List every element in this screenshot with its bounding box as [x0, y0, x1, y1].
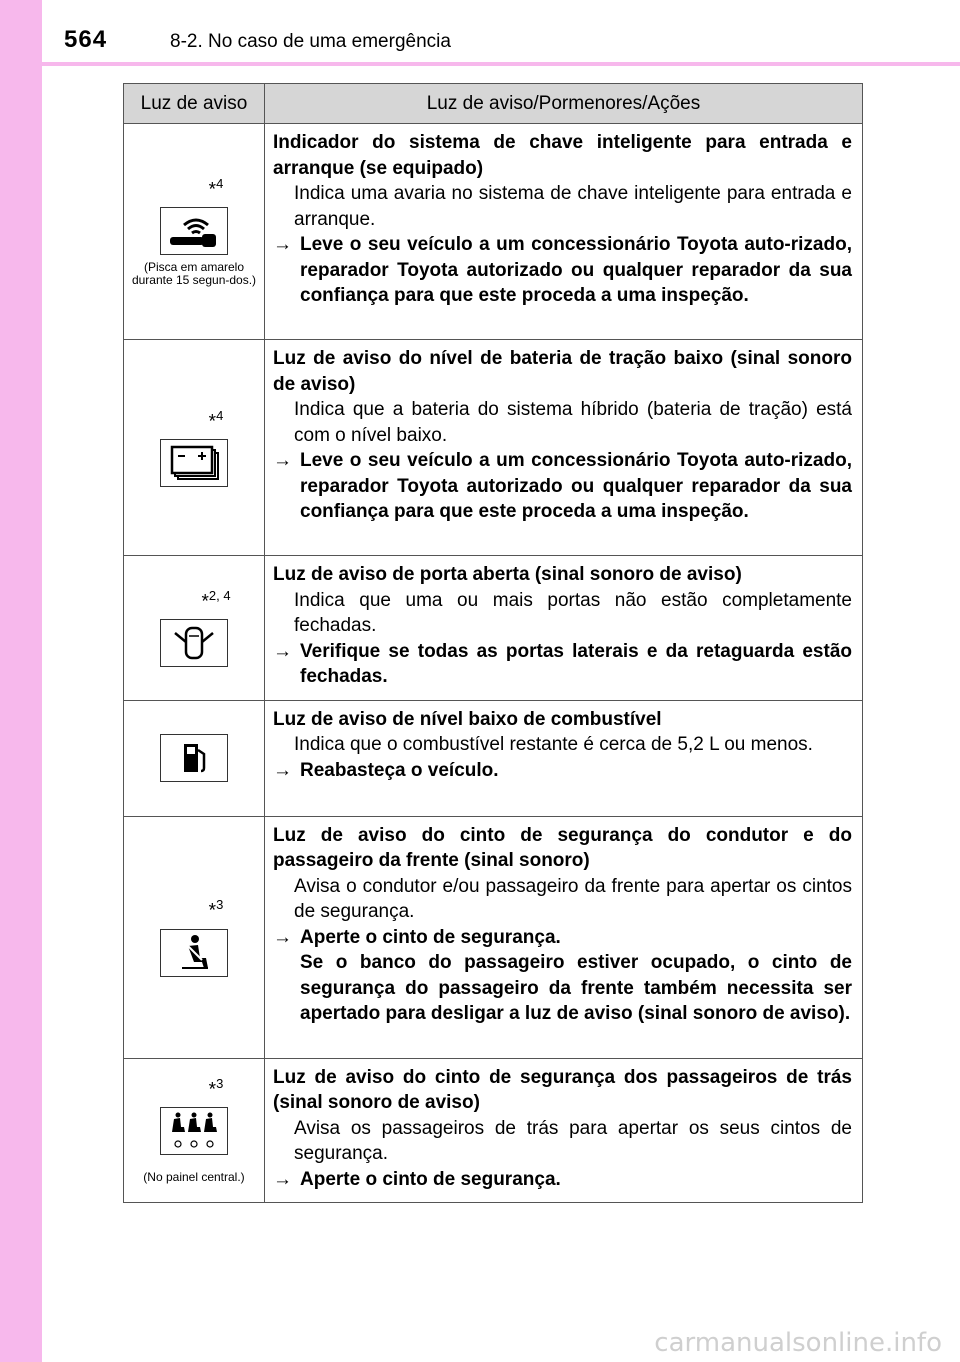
footnote-marker: *$^3$ [208, 1076, 224, 1101]
icon-cell [124, 556, 265, 701]
table-row [124, 816, 863, 1058]
section-title: 8-2. No caso de uma emergência [170, 31, 451, 52]
watermark: carmanualsonline.info [654, 1328, 942, 1358]
warning-description: Indica que o combustível restante é cerca de 5,2 L ou menos. [294, 734, 813, 755]
footnote-marker: *$^3$ [208, 897, 224, 922]
details-cell [265, 700, 863, 816]
table-row [124, 556, 863, 701]
warning-description: Avisa o condutor e/ou passageiro da frente para apertar os cintos de segurança. [294, 875, 852, 922]
icon-note: (No painel central.) [143, 1170, 245, 1185]
footnote-marker: *$^4$ [208, 407, 224, 433]
warning-title: Luz de aviso do cinto de segurança dos passageiros de trás (sinal sonoro de aviso) [273, 1066, 852, 1113]
details-cell [265, 556, 863, 701]
warning-action: → Aperte o cinto de segurança. [273, 1167, 852, 1193]
details-cell [265, 1058, 863, 1203]
table-row [124, 700, 863, 816]
warning-action: → Verifique se todas as portas laterais e da retaguarda estão fechadas. [273, 640, 852, 687]
table-row [124, 1058, 863, 1203]
icon-cell [124, 124, 265, 340]
warning-action: → Leve o seu veículo a um concessionário Toyota auto-rizado, reparador Toyota autorizado ou qualquer reparador da sua confiança para que este proceda a uma inspeção. [273, 234, 852, 306]
arrow-right-icon: → [273, 234, 292, 255]
warning-action: → Leve o seu veículo a um concessionário Toyota auto-rizado, reparador Toyota autorizado ou qualquer reparador da sua confiança para que este proceda a uma inspeção. [273, 450, 852, 522]
footnote-marker: *$^4$ [208, 175, 224, 201]
icon-note: (Pisca em amarelo durante 15 segun-dos.) [131, 260, 257, 288]
warning-title: Luz de aviso de nível baixo de combustível [273, 708, 662, 730]
warning-description: Avisa os passageiros de trás para apertar os seus cintos de segurança. [294, 1117, 852, 1164]
icon-cell [124, 340, 265, 556]
open-door-icon [160, 619, 228, 667]
details-cell [265, 124, 863, 340]
icon-cell [124, 700, 265, 816]
table-row [124, 124, 863, 340]
arrow-right-icon: → [273, 450, 292, 471]
fuel-pump-icon [160, 734, 228, 782]
warning-action: → Aperte o cinto de segurança. [273, 925, 852, 951]
col-header-warning-light: Luz de aviso [124, 84, 265, 124]
traction-battery-icon [160, 439, 228, 487]
warning-description: Indica que a bateria do sistema híbrido (bateria de tração) está com o nível baixo. [294, 399, 852, 446]
warning-action: → Reabasteça o veículo. [273, 758, 852, 784]
warning-title: Luz de aviso de porta aberta (sinal sonoro de aviso) [273, 564, 742, 585]
side-color-bar [0, 0, 42, 1362]
footnote-marker: *$^{2, 4}$ [201, 588, 231, 613]
col-header-details: Luz de aviso/Pormenores/Ações [265, 84, 863, 124]
warning-title: Luz de aviso do cinto de segurança do condutor e do passageiro da frente (sinal sonoro) [273, 824, 852, 871]
warning-lights-table [123, 83, 863, 1203]
warning-description: Indica que uma ou mais portas não estão completamente fechadas. [294, 589, 852, 636]
warning-title: Indicador do sistema de chave inteligente para entrada e arranque (se equipado) [273, 132, 852, 179]
header-divider [0, 62, 960, 66]
table-header-row [124, 84, 863, 124]
details-cell [265, 340, 863, 556]
icon-cell [124, 1058, 265, 1203]
page-number: 564 [64, 26, 108, 53]
arrow-right-icon: → [273, 1168, 292, 1190]
warning-title: Luz de aviso do nível de bateria de tração baixo (sinal sonoro de aviso) [273, 348, 852, 395]
icon-cell [124, 816, 265, 1058]
rear-seatbelts-icon [160, 1107, 228, 1155]
arrow-right-icon: → [273, 640, 292, 662]
arrow-right-icon: → [273, 926, 292, 948]
seatbelt-icon [160, 929, 228, 977]
details-cell [265, 816, 863, 1058]
arrow-right-icon: → [273, 759, 292, 781]
warning-extra-note: Se o banco do passageiro estiver ocupado, o cinto de segurança do passageiro da frente também necessita ser apertado para desligar a luz de aviso (sinal sonoro de aviso). [300, 952, 852, 1024]
smart-key-icon [160, 207, 228, 255]
warning-description: Indica uma avaria no sistema de chave inteligente para entrada e arranque. [294, 183, 852, 230]
table-row [124, 340, 863, 556]
